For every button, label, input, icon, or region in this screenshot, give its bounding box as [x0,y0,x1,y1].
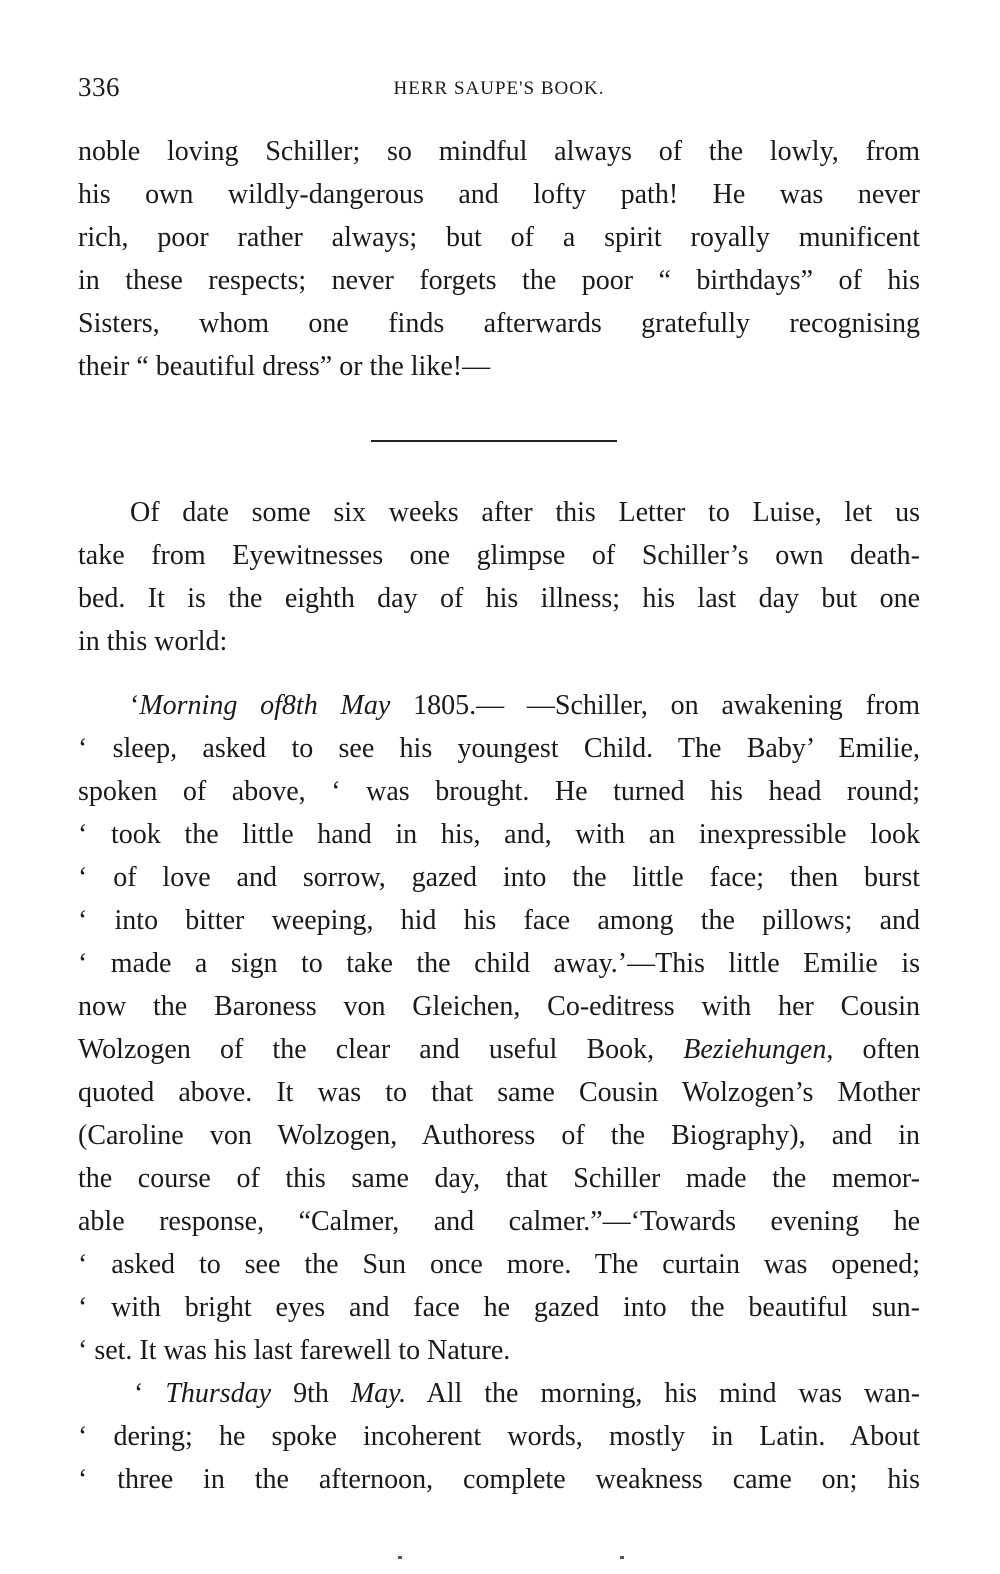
text-line: in this world: [78,626,228,657]
line-rest: 1805.— —Schiller, on awakening from [390,690,920,721]
book-title: Beziehungen [683,1034,827,1065]
open-quote: ‘ [130,690,140,721]
date-plain: 9th [271,1378,351,1409]
line-after: , often [826,1034,920,1065]
open-quote: ‘ [134,1378,166,1409]
text-line: in these respects; never forgets the poor “ birthdays” of his [78,265,920,296]
text-line-dated [134,1374,920,1414]
text-line: ‘ dering; he spoke incoherent words, mostly in Latin. About [78,1421,920,1452]
text-line: ‘ took the little hand in his, and, with an inexpressible look [78,819,920,850]
month-italic: May. [350,1378,407,1409]
page-header [78,72,920,108]
line-before: Wolzogen of the clear and useful Book, [78,1034,684,1065]
text-line: ‘ with bright eyes and face he gazed into the beautiful sun- [78,1292,920,1323]
text-line: (Caroline von Wolzogen, Authoress of the Biography), and in [78,1120,920,1151]
text-line: bed. It is the eighth day of his illness; his last day but one [78,583,920,614]
text-line: ‘ sleep, asked to see his youngest Child. The Baby’ Emilie, [78,733,920,764]
text-line-book-title [78,1030,920,1070]
running-title: HERR SAUPE'S BOOK. [393,78,605,99]
text-line: ‘ of love and sorrow, gazed into the little face; then burst [78,862,920,893]
text-line: quoted above. It was to that same Cousin Wolzogen’s Mother [78,1077,920,1108]
text-line: ‘ asked to see the Sun once more. The curtain was opened; [78,1249,920,1280]
text-line: ‘ set. It was his last farewell to Nature. [78,1335,511,1366]
section-divider [371,440,617,442]
text-line: Sisters, whom one finds afterwards gratefully recognising [78,308,920,339]
text-line: their “ beautiful dress” or the like!— [78,351,491,382]
line-rest: All the morning, his mind was wan- [406,1378,921,1409]
text-line: now the Baroness von Gleichen, Co-editress with her Cousin [78,991,920,1022]
text-line: ‘ three in the afternoon, complete weakness came on; his [78,1464,920,1495]
text-line: Of date some six weeks after this Letter to Luise, let us [130,497,920,528]
text-line: ‘ into bitter weeping, hid his face among the pillows; and [78,905,920,936]
text-line: take from Eyewitnesses one glimpse of Schiller’s own death- [78,540,920,571]
text-line: the course of this same day, that Schiller made the memor- [78,1163,920,1194]
text-line-dated [130,686,920,726]
text-line: able response, “Calmer, and calmer.”—‘Towards evening he [78,1206,920,1237]
text-line: noble loving Schiller; so mindful always of the lowly, from [78,136,920,167]
cut-off-next-line-trace [380,1556,640,1560]
text-line: his own wildly-dangerous and lofty path! He was never [78,179,920,210]
day-italic: Thursday [165,1378,272,1409]
text-line: ‘ made a sign to take the child away.’—This little Emilie is [78,948,920,979]
text-line: rich, poor rather always; but of a spirit royally munificent [78,222,920,253]
text-line: spoken of above, ‘ was brought. He turned his head round; [78,776,920,807]
date-italic-day: 8th May [281,690,391,721]
date-italic: Morning of [139,690,282,721]
page-number: 336 [78,72,120,102]
